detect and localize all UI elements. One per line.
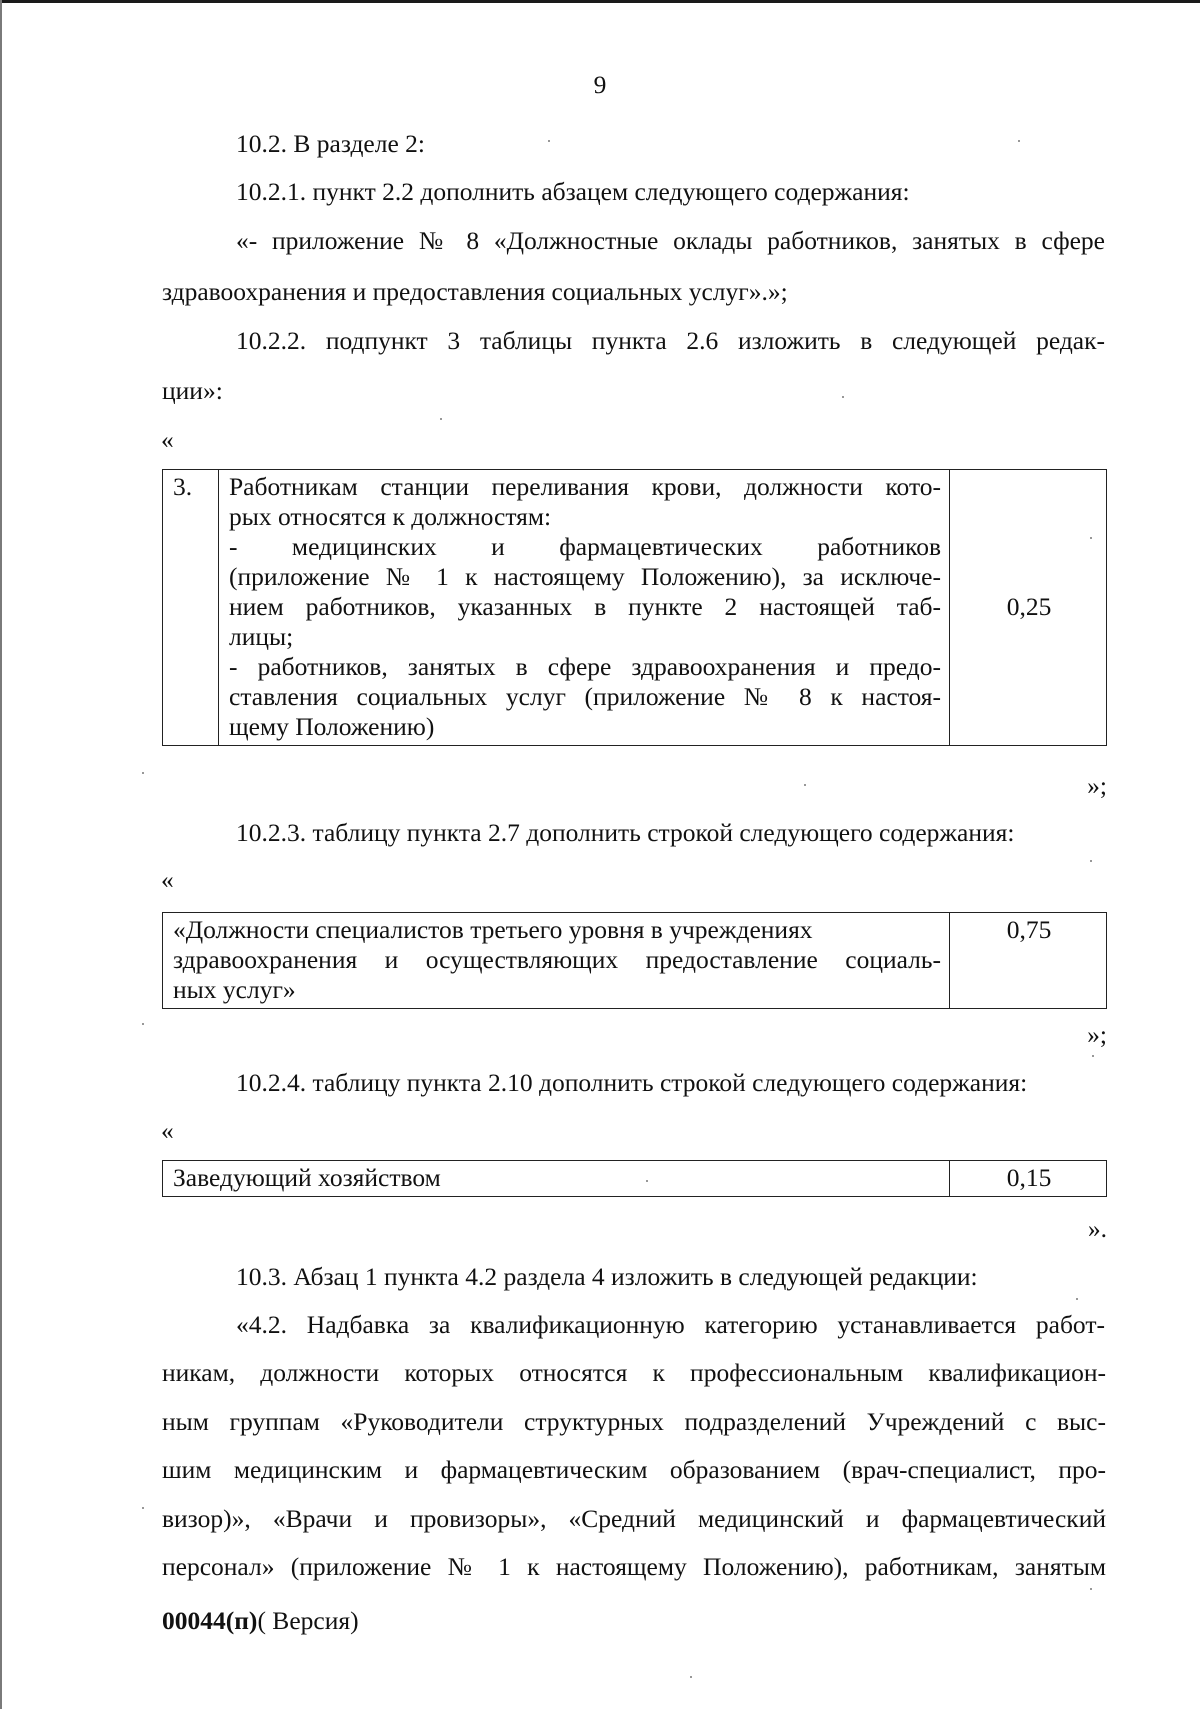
section-10-3-line: ным группам «Руководители структурных подразделений Учреждений с выс- [162, 1407, 1106, 1436]
table-2-6-text-line: ставления социальных услуг (приложение № 8 к настоя- [229, 682, 941, 711]
section-10-3-line: визор)», «Врачи и провизоры», «Средний медицинский и фармацевтический [162, 1504, 1106, 1533]
paragraph-10-2-4: 10.2.4. таблицу пункта 2.10 дополнить строкой следующего содержания: [236, 1068, 1028, 1097]
table-2-6-text-line: - работников, занятых в сфере здравоохранения и предо- [229, 652, 941, 681]
scan-speck [142, 1507, 144, 1509]
scan-speck [842, 396, 844, 398]
table-2-6-text-line: лицы; [229, 622, 294, 651]
paragraph-10-2-1: 10.2.1. пункт 2.2 дополнить абзацем следующего содержания: [236, 177, 910, 206]
scan-speck [1076, 1298, 1078, 1300]
table-2-6-text-line: (приложение № 1 к настоящему Положению), за исключе- [229, 562, 941, 591]
table-2-6-text-line: рых относятся к должностям: [229, 502, 552, 531]
table-2-7-text-line: ных услуг» [173, 975, 296, 1004]
table-2-7-text-line: здравоохранения и осуществляющих предоставление социаль- [173, 945, 941, 974]
table-2-7-close-quote: »; [1087, 1020, 1107, 1049]
scan-speck [440, 418, 442, 420]
table-2-6-text-line: - медицинских и фармацевтических работников [229, 532, 941, 561]
scan-speck [1090, 860, 1092, 862]
table-2-6-row-text [219, 470, 950, 746]
section-10-3-line: никам, должности которых относятся к профессиональным квалификацион- [162, 1358, 1106, 1387]
scan-speck [1018, 140, 1020, 142]
table-2-6-text-line: щему Положению) [229, 712, 435, 741]
section-10-3-line: шим медицинским и фармацевтическим образованием (врач-специалист, про- [162, 1455, 1106, 1484]
scan-left-edge [0, 0, 2, 1709]
scan-speck [1090, 537, 1092, 539]
scan-speck [646, 1180, 648, 1182]
table-row [163, 1161, 1107, 1197]
table-2-6-row-number: 3. [163, 470, 219, 746]
table-2-6-text-line: Работникам станции переливания крови, должности кото- [229, 472, 941, 501]
quote-appendix-8-line-1: «- приложение № 8 «Должностные оклады работников, занятых в сфере [236, 226, 1105, 255]
table-2-7-open-quote: « [161, 865, 174, 894]
paragraph-10-2-2-line-1: 10.2.2. подпункт 3 таблицы пункта 2.6 изложить в следующей редак- [236, 326, 1105, 355]
section-10-2-heading: 10.2. В разделе 2: [236, 129, 425, 158]
section-10-3-line: «4.2. Надбавка за квалификационную категорию устанавливается работ- [236, 1310, 1105, 1339]
table-2-7-addition [162, 912, 1107, 1009]
table-2-6-value: 0,25 [950, 470, 1107, 746]
table-2-10-value: 0,15 [950, 1161, 1107, 1197]
quote-appendix-8-line-2: здравоохранения и предоставления социальных услуг».»; [162, 277, 788, 306]
section-10-3-line: персонал» (приложение № 1 к настоящему Положению), работникам, занятым [162, 1552, 1106, 1581]
table-2-7-text-line: «Должности специалистов третьего уровня в учреждениях [173, 915, 813, 944]
table-2-10-close-quote: ». [1087, 1214, 1107, 1243]
document-code: 00044(п) [162, 1606, 258, 1635]
table-2-10-open-quote: « [161, 1116, 174, 1145]
table-2-6-open-quote: « [161, 425, 174, 454]
table-2-10-addition [162, 1160, 1107, 1197]
table-2-6-replacement [162, 469, 1107, 746]
table-2-6-close-quote: »; [1087, 771, 1107, 800]
version-label: ( Версия) [257, 1606, 359, 1635]
section-10-3-heading: 10.3. Абзац 1 пункта 4.2 раздела 4 изложить в следующей редакции: [236, 1262, 978, 1291]
scan-speck [142, 1023, 144, 1025]
table-2-7-value: 0,75 [950, 913, 1107, 1009]
scan-speck [142, 772, 144, 774]
paragraph-10-2-3: 10.2.3. таблицу пункта 2.7 дополнить строкой следующего содержания: [236, 818, 1015, 847]
document-footer [162, 1606, 359, 1636]
page-number: 9 [593, 70, 607, 99]
table-row [163, 470, 1107, 746]
paragraph-10-2-2-line-2: ции»: [162, 376, 223, 405]
scan-speck [1090, 1588, 1092, 1590]
table-2-6-text-line: нием работников, указанных в пункте 2 настоящей таб- [229, 592, 941, 621]
table-row [163, 913, 1107, 1009]
table-2-7-row-text [163, 913, 950, 1009]
scan-speck [804, 784, 806, 786]
scan-speck [690, 1676, 692, 1678]
table-2-10-row-text [163, 1161, 950, 1197]
scan-top-edge [0, 0, 1200, 3]
scan-speck [1092, 1055, 1094, 1057]
scan-speck [548, 140, 550, 142]
table-2-10-text-line: Заведующий хозяйством [173, 1163, 441, 1192]
